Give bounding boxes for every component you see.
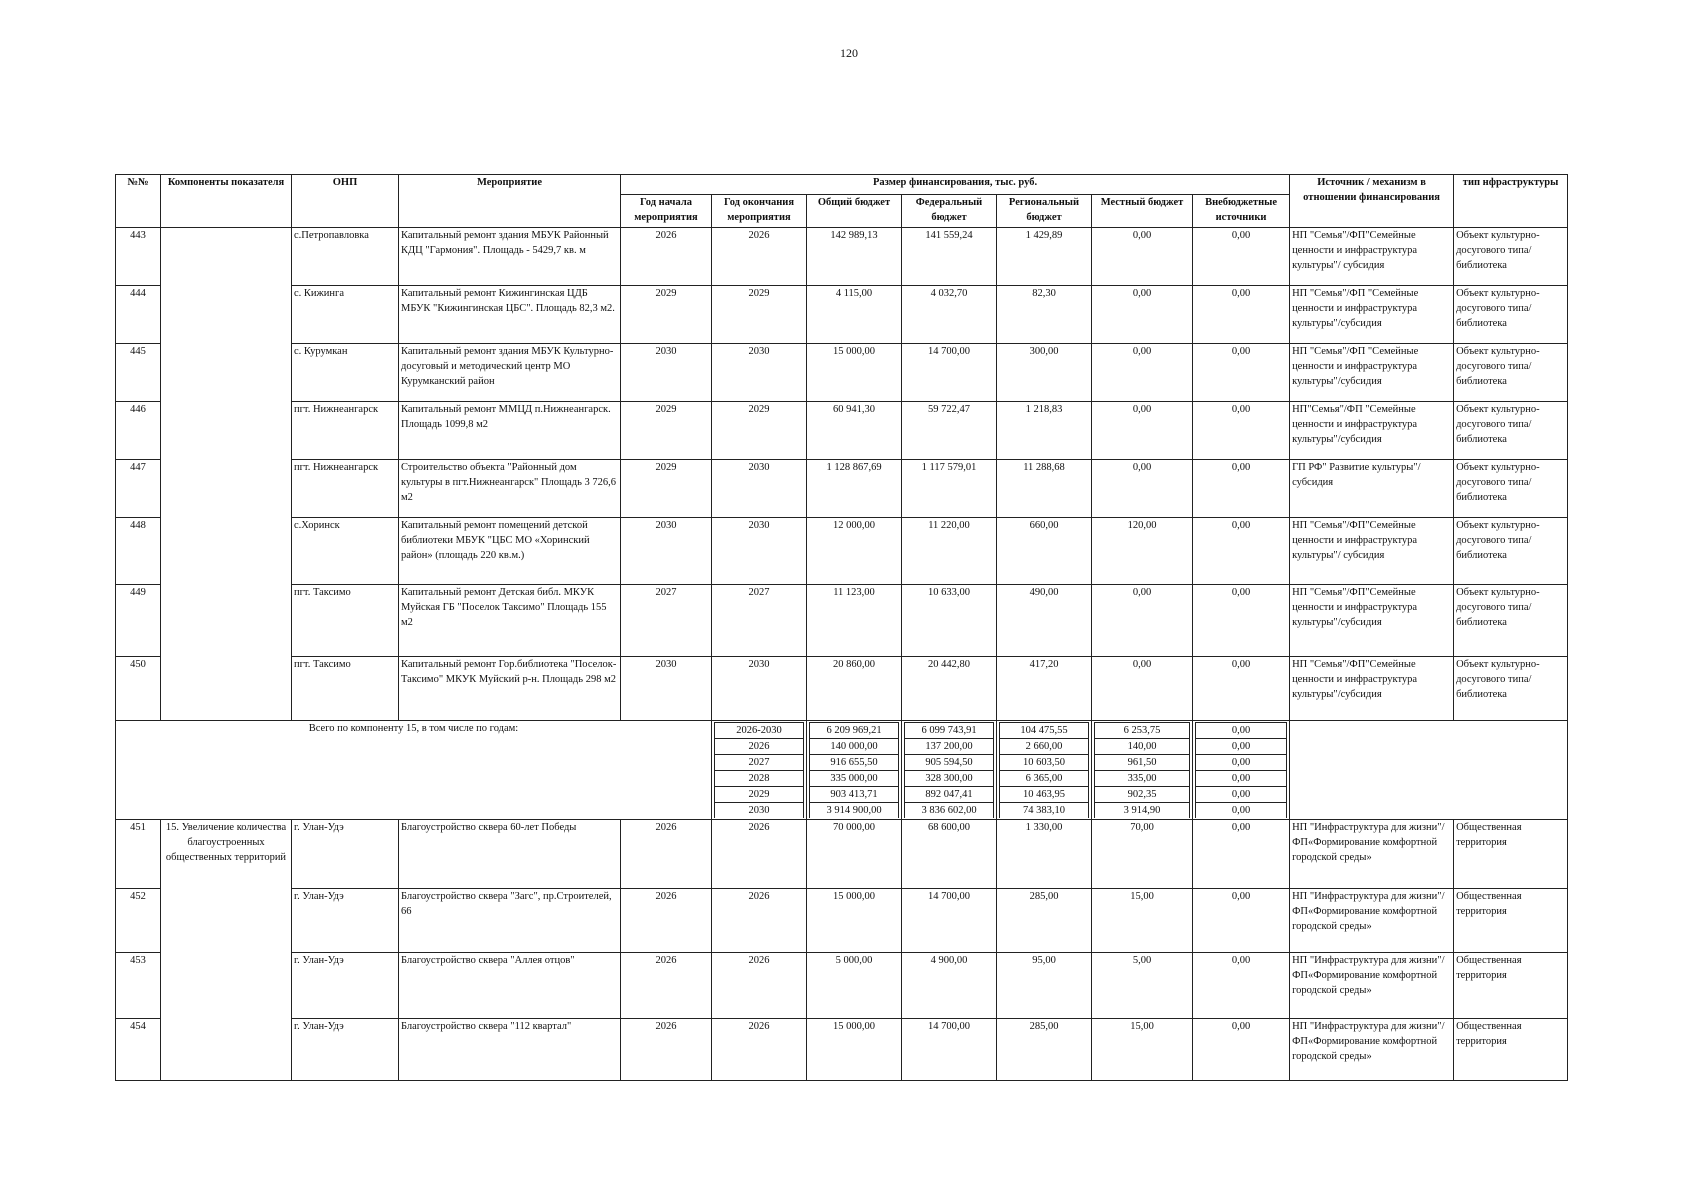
year-start-cell: 2026: [621, 819, 712, 888]
local-budget-cell: 0,00: [1092, 584, 1193, 656]
extra-budget-cell: 0,00: [1193, 401, 1290, 459]
year-start-cell: 2027: [621, 584, 712, 656]
year-end-cell: 2030: [712, 459, 807, 517]
header-source: Источник / механизм в отношении финансирования: [1290, 175, 1454, 228]
header-event: Мероприятие: [399, 175, 621, 228]
extra-budget-cell: 0,00: [1193, 819, 1290, 888]
totals-federal-value: 892 047,41: [905, 786, 994, 802]
source-cell: НП "Семья"/ФП"Семейные ценности и инфраструктура культуры"/ субсидия: [1290, 517, 1454, 584]
event-cell: Благоустройство сквера "Аллея отцов": [399, 952, 621, 1018]
totals-total-column: [807, 720, 902, 819]
totals-local-value: 335,00: [1095, 770, 1190, 786]
totals-row: [116, 720, 1568, 819]
totals-period-value: 2027: [715, 754, 804, 770]
onp-cell: г. Улан-Удэ: [292, 952, 399, 1018]
regional-budget-cell: 95,00: [997, 952, 1092, 1018]
year-end-cell: 2030: [712, 656, 807, 720]
year-start-cell: 2030: [621, 656, 712, 720]
source-cell: НП "Семья"/ФП "Семейные ценности и инфраструктура культуры"/субсидия: [1290, 285, 1454, 343]
total-budget-cell: 5 000,00: [807, 952, 902, 1018]
event-cell: Капитальный ремонт помещений детской библиотеки МБУК "ЦБС МО «Хоринский район» (площадь 220 кв.м.): [399, 517, 621, 584]
totals-extra-value: 0,00: [1196, 770, 1287, 786]
totals-period-value: 2026: [715, 738, 804, 754]
onp-cell: г. Улан-Удэ: [292, 888, 399, 952]
infra-type-cell: Объект культурно-досугового типа/библиотека: [1454, 401, 1568, 459]
onp-cell: г. Улан-Удэ: [292, 1018, 399, 1080]
totals-regional-column: [997, 720, 1092, 819]
table-row: [116, 517, 1568, 584]
totals-regional-list: [999, 722, 1089, 818]
totals-extra-value: 0,00: [1196, 754, 1287, 770]
year-start-cell: 2026: [621, 888, 712, 952]
extra-budget-cell: 0,00: [1193, 227, 1290, 285]
federal-budget-cell: 68 600,00: [902, 819, 997, 888]
federal-budget-cell: 1 117 579,01: [902, 459, 997, 517]
regional-budget-cell: 660,00: [997, 517, 1092, 584]
infra-type-cell: Объект культурно-досугового типа/библиотека: [1454, 343, 1568, 401]
year-end-cell: 2030: [712, 343, 807, 401]
table-row: [116, 888, 1568, 952]
local-budget-cell: 0,00: [1092, 401, 1193, 459]
totals-extra-value: 0,00: [1196, 802, 1287, 818]
row-number: 447: [116, 459, 161, 517]
table-row: [116, 401, 1568, 459]
year-start-cell: 2026: [621, 952, 712, 1018]
onp-cell: г. Улан-Удэ: [292, 819, 399, 888]
extra-budget-cell: 0,00: [1193, 888, 1290, 952]
header-year-end: Год окончания мероприятия: [712, 195, 807, 228]
year-end-cell: 2026: [712, 819, 807, 888]
extra-budget-cell: 0,00: [1193, 517, 1290, 584]
row-number: 443: [116, 227, 161, 285]
year-end-cell: 2027: [712, 584, 807, 656]
federal-budget-cell: 10 633,00: [902, 584, 997, 656]
table-row: [116, 1018, 1568, 1080]
extra-budget-cell: 0,00: [1193, 459, 1290, 517]
header-infra-type: тип нфраструктуры: [1454, 175, 1568, 228]
onp-cell: с. Курумкан: [292, 343, 399, 401]
total-budget-cell: 20 860,00: [807, 656, 902, 720]
onp-cell: с. Кижинга: [292, 285, 399, 343]
total-budget-cell: 4 115,00: [807, 285, 902, 343]
table-row: [116, 584, 1568, 656]
totals-total-list: [809, 722, 899, 818]
source-cell: НП "Инфраструктура для жизни"/ФП«Формирование комфортной городской среды»: [1290, 888, 1454, 952]
row-number: 453: [116, 952, 161, 1018]
onp-cell: пгт. Нижнеангарск: [292, 401, 399, 459]
totals-local-value: 140,00: [1095, 738, 1190, 754]
header-component: Компоненты показателя: [161, 175, 292, 228]
year-start-cell: 2029: [621, 285, 712, 343]
event-cell: Капитальный ремонт Кижингинская ЦДБ МБУК "Кижингинская ЦБС". Площадь 82,3 м2.: [399, 285, 621, 343]
total-budget-cell: 15 000,00: [807, 343, 902, 401]
federal-budget-cell: 4 032,70: [902, 285, 997, 343]
event-cell: Благоустройство сквера "Загс", пр.Строителей, 66: [399, 888, 621, 952]
totals-extra-column: [1193, 720, 1290, 819]
local-budget-cell: 15,00: [1092, 1018, 1193, 1080]
total-budget-cell: 12 000,00: [807, 517, 902, 584]
total-budget-cell: 15 000,00: [807, 888, 902, 952]
row-number: 454: [116, 1018, 161, 1080]
totals-total-value: 335 000,00: [810, 770, 899, 786]
totals-total-value: 3 914 900,00: [810, 802, 899, 818]
federal-budget-cell: 4 900,00: [902, 952, 997, 1018]
local-budget-cell: 0,00: [1092, 459, 1193, 517]
header-year-start: Год начала мероприятия: [621, 195, 712, 228]
source-cell: НП "Инфраструктура для жизни"/ФП«Формирование комфортной городской среды»: [1290, 1018, 1454, 1080]
source-cell: НП "Семья"/ФП"Семейные ценности и инфраструктура культуры"/субсидия: [1290, 584, 1454, 656]
totals-total-value: 140 000,00: [810, 738, 899, 754]
totals-federal-value: 3 836 602,00: [905, 802, 994, 818]
regional-budget-cell: 285,00: [997, 888, 1092, 952]
regional-budget-cell: 1 218,83: [997, 401, 1092, 459]
component-cell: 15. Увеличение количества благоустроенных общественных территорий: [161, 819, 292, 1080]
infra-type-cell: Объект культурно-досугового типа/библиотека: [1454, 584, 1568, 656]
infra-type-cell: Объект культурно-досугового типа/библиотека: [1454, 285, 1568, 343]
row-number: 452: [116, 888, 161, 952]
regional-budget-cell: 1 429,89: [997, 227, 1092, 285]
local-budget-cell: 15,00: [1092, 888, 1193, 952]
year-start-cell: 2029: [621, 459, 712, 517]
totals-extra-value: 0,00: [1196, 738, 1287, 754]
totals-period-value: 2026-2030: [715, 722, 804, 738]
event-cell: Благоустройство сквера 60-лет Победы: [399, 819, 621, 888]
header-onp: ОНП: [292, 175, 399, 228]
page-number: 120: [840, 46, 858, 60]
total-budget-cell: 1 128 867,69: [807, 459, 902, 517]
onp-cell: с.Хоринск: [292, 517, 399, 584]
federal-budget-cell: 59 722,47: [902, 401, 997, 459]
totals-period-column: [712, 720, 807, 819]
totals-extra-value: 0,00: [1196, 722, 1287, 738]
totals-total-value: 903 413,71: [810, 786, 899, 802]
event-cell: Капитальный ремонт ММЦД п.Нижнеангарск. Площадь 1099,8 м2: [399, 401, 621, 459]
regional-budget-cell: 82,30: [997, 285, 1092, 343]
totals-period-value: 2029: [715, 786, 804, 802]
table-row: [116, 285, 1568, 343]
totals-local-value: 961,50: [1095, 754, 1190, 770]
event-cell: Благоустройство сквера "112 квартал": [399, 1018, 621, 1080]
source-cell: НП "Инфраструктура для жизни"/ФП«Формирование комфортной городской среды»: [1290, 952, 1454, 1018]
federal-budget-cell: 14 700,00: [902, 1018, 997, 1080]
regional-budget-cell: 285,00: [997, 1018, 1092, 1080]
extra-budget-cell: 0,00: [1193, 343, 1290, 401]
totals-extra-list: [1195, 722, 1287, 818]
funding-table: [115, 174, 1568, 1081]
totals-federal-column: [902, 720, 997, 819]
totals-local-value: 6 253,75: [1095, 722, 1190, 738]
row-number: 451: [116, 819, 161, 888]
federal-budget-cell: 20 442,80: [902, 656, 997, 720]
table-row: [116, 343, 1568, 401]
header-federal-budget: Федеральный бюджет: [902, 195, 997, 228]
totals-local-value: 3 914,90: [1095, 802, 1190, 818]
regional-budget-cell: 417,20: [997, 656, 1092, 720]
row-number: 444: [116, 285, 161, 343]
totals-federal-list: [904, 722, 994, 818]
year-start-cell: 2026: [621, 1018, 712, 1080]
source-cell: ГП РФ" Развитие культуры"/субсидия: [1290, 459, 1454, 517]
header-total-budget: Общий бюджет: [807, 195, 902, 228]
totals-local-value: 902,35: [1095, 786, 1190, 802]
local-budget-cell: 0,00: [1092, 227, 1193, 285]
onp-cell: пгт. Таксимо: [292, 584, 399, 656]
event-cell: Капитальный ремонт здания МБУК Культурно-досуговый и методический центр МО Курумканский район: [399, 343, 621, 401]
total-budget-cell: 142 989,13: [807, 227, 902, 285]
source-cell: НП "Семья"/ФП "Семейные ценности и инфраструктура культуры"/субсидия: [1290, 343, 1454, 401]
infra-type-cell: Общественная территория: [1454, 819, 1568, 888]
infra-type-cell: Объект культурно-досугового типа/библиотека: [1454, 517, 1568, 584]
totals-label: Всего по компоненту 15, в том числе по годам:: [116, 720, 712, 819]
totals-total-value: 6 209 969,21: [810, 722, 899, 738]
year-end-cell: 2026: [712, 227, 807, 285]
totals-federal-value: 137 200,00: [905, 738, 994, 754]
local-budget-cell: 0,00: [1092, 343, 1193, 401]
event-cell: Строительство объекта "Районный дом культуры в пгт.Нижнеангарск" Площадь 3 726,6 м2: [399, 459, 621, 517]
component-cell: [161, 227, 292, 720]
totals-period-value: 2028: [715, 770, 804, 786]
row-number: 445: [116, 343, 161, 401]
totals-local-column: [1092, 720, 1193, 819]
source-cell: НП "Семья"/ФП"Семейные ценности и инфраструктура культуры"/субсидия: [1290, 656, 1454, 720]
local-budget-cell: 120,00: [1092, 517, 1193, 584]
table-row: [116, 227, 1568, 285]
table-row: [116, 459, 1568, 517]
source-cell: НП "Инфраструктура для жизни"/ФП«Формирование комфортной городской среды»: [1290, 819, 1454, 888]
onp-cell: с.Петропавловка: [292, 227, 399, 285]
header-num: №№: [116, 175, 161, 228]
event-cell: Капитальный ремонт здания МБУК Районный КДЦ "Гармония". Площадь - 5429,7 кв. м: [399, 227, 621, 285]
row-number: 448: [116, 517, 161, 584]
totals-regional-value: 2 660,00: [1000, 738, 1089, 754]
year-end-cell: 2026: [712, 888, 807, 952]
regional-budget-cell: 11 288,68: [997, 459, 1092, 517]
totals-period-list: [714, 722, 804, 818]
year-end-cell: 2030: [712, 517, 807, 584]
event-cell: Капитальный ремонт Детская библ. МКУК Муйская ГБ "Поселок Таксимо" Площадь 155 м2: [399, 584, 621, 656]
total-budget-cell: 15 000,00: [807, 1018, 902, 1080]
infra-type-cell: Объект культурно-досугового типа/библиотека: [1454, 656, 1568, 720]
totals-federal-value: 328 300,00: [905, 770, 994, 786]
infra-type-cell: Общественная территория: [1454, 1018, 1568, 1080]
totals-regional-value: 10 463,95: [1000, 786, 1089, 802]
totals-source-empty: [1290, 720, 1568, 819]
infra-type-cell: Общественная территория: [1454, 888, 1568, 952]
year-end-cell: 2029: [712, 285, 807, 343]
regional-budget-cell: 1 330,00: [997, 819, 1092, 888]
extra-budget-cell: 0,00: [1193, 285, 1290, 343]
totals-regional-value: 6 365,00: [1000, 770, 1089, 786]
year-end-cell: 2026: [712, 952, 807, 1018]
header-extra-budget: Внебюджетные источники: [1193, 195, 1290, 228]
extra-budget-cell: 0,00: [1193, 584, 1290, 656]
totals-total-value: 916 655,50: [810, 754, 899, 770]
onp-cell: пгт. Нижнеангарск: [292, 459, 399, 517]
local-budget-cell: 70,00: [1092, 819, 1193, 888]
table-row: [116, 952, 1568, 1018]
regional-budget-cell: 490,00: [997, 584, 1092, 656]
total-budget-cell: 60 941,30: [807, 401, 902, 459]
local-budget-cell: 0,00: [1092, 656, 1193, 720]
year-start-cell: 2029: [621, 401, 712, 459]
totals-extra-value: 0,00: [1196, 786, 1287, 802]
year-start-cell: 2030: [621, 517, 712, 584]
totals-federal-value: 905 594,50: [905, 754, 994, 770]
local-budget-cell: 5,00: [1092, 952, 1193, 1018]
year-start-cell: 2030: [621, 343, 712, 401]
total-budget-cell: 70 000,00: [807, 819, 902, 888]
totals-federal-value: 6 099 743,91: [905, 722, 994, 738]
header-funding: Размер финансирования, тыс. руб.: [621, 175, 1290, 195]
extra-budget-cell: 0,00: [1193, 1018, 1290, 1080]
totals-period-value: 2030: [715, 802, 804, 818]
row-number: 449: [116, 584, 161, 656]
federal-budget-cell: 14 700,00: [902, 343, 997, 401]
year-end-cell: 2026: [712, 1018, 807, 1080]
federal-budget-cell: 14 700,00: [902, 888, 997, 952]
totals-regional-value: 104 475,55: [1000, 722, 1089, 738]
total-budget-cell: 11 123,00: [807, 584, 902, 656]
infra-type-cell: Объект культурно-досугового типа/библиотека: [1454, 227, 1568, 285]
header-local-budget: Местный бюджет: [1092, 195, 1193, 228]
totals-regional-value: 74 383,10: [1000, 802, 1089, 818]
year-end-cell: 2029: [712, 401, 807, 459]
year-start-cell: 2026: [621, 227, 712, 285]
onp-cell: пгт. Таксимо: [292, 656, 399, 720]
extra-budget-cell: 0,00: [1193, 656, 1290, 720]
table-row: [116, 656, 1568, 720]
federal-budget-cell: 11 220,00: [902, 517, 997, 584]
table-row: [116, 819, 1568, 888]
source-cell: НП "Семья"/ФП"Семейные ценности и инфраструктура культуры"/ субсидия: [1290, 227, 1454, 285]
row-number: 446: [116, 401, 161, 459]
totals-regional-value: 10 603,50: [1000, 754, 1089, 770]
regional-budget-cell: 300,00: [997, 343, 1092, 401]
local-budget-cell: 0,00: [1092, 285, 1193, 343]
event-cell: Капитальный ремонт Гор.библиотека "Поселок-Таксимо" МКУК Муйский р-н. Площадь 298 м2: [399, 656, 621, 720]
totals-local-list: [1094, 722, 1190, 818]
infra-type-cell: Общественная территория: [1454, 952, 1568, 1018]
infra-type-cell: Объект культурно-досугового типа/библиотека: [1454, 459, 1568, 517]
source-cell: НП"Семья"/ФП "Семейные ценности и инфраструктура культуры"/субсидия: [1290, 401, 1454, 459]
federal-budget-cell: 141 559,24: [902, 227, 997, 285]
header-regional-budget: Региональный бюджет: [997, 195, 1092, 228]
row-number: 450: [116, 656, 161, 720]
extra-budget-cell: 0,00: [1193, 952, 1290, 1018]
